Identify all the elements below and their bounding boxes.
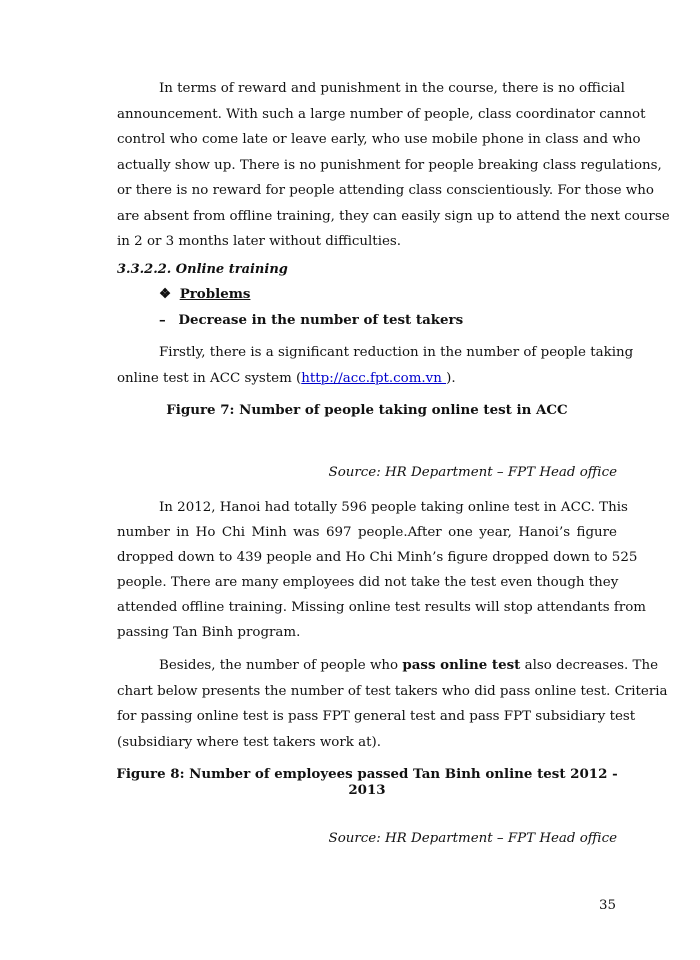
para3-line-3: dropped down to 439 people and Ho Chi Minh’s figure dropped down to 525 — [117, 550, 638, 565]
para2-line-1: Firstly, there is a significant reduction in the number of people taking — [159, 345, 634, 360]
page-number: 35 — [598, 898, 616, 913]
para4-line-1 — [159, 653, 659, 679]
para1-line-5: or there is no reward for people attending class conscientiously. For those who — [117, 183, 654, 198]
para1-line-2: announcement. With such a large number of people, class coordinator cannot — [117, 107, 646, 122]
para3-line-6: passing Tan Binh program. — [117, 625, 301, 640]
problems-bullet — [159, 286, 250, 302]
para4-text-b: also decreases. The — [520, 658, 659, 673]
para3-line-2: number in Ho Chi Minh was 697 people.After one year, Hanoi’s figure — [117, 525, 617, 540]
figure8-source: Source: HR Department – FPT Head office — [328, 831, 617, 846]
para2-text-before: online test in ACC system ( — [117, 371, 302, 386]
problems-label: Problems — [179, 286, 251, 302]
para4-line-3: for passing online test is pass FPT general test and pass FPT subsidiary test — [117, 709, 636, 724]
para2-line-2 — [117, 366, 617, 392]
figure8-caption: Figure 8: Number of employees passed Tan Binh online test 2012 - 2013 — [116, 766, 618, 798]
para1-line-6: are absent from offline training, they can easily sign up to attend the next course — [117, 209, 670, 224]
para1-line-7: in 2 or 3 months later without difficulties. — [117, 234, 402, 249]
figure7-source: Source: HR Department – FPT Head office — [328, 465, 617, 480]
para1-line-3: control who come late or leave early, who use mobile phone in class and who — [117, 132, 641, 147]
sub-heading-row — [159, 312, 463, 328]
para1-line-4: actually show up. There is no punishment for people breaking class regulations, — [117, 158, 662, 173]
dash-bullet-icon: – — [159, 312, 166, 328]
sub-heading: Decrease in the number of test takers — [178, 312, 464, 328]
para3-line-5: attended offline training. Missing online test results will stop attendants from — [117, 600, 646, 615]
para3-line-1: In 2012, Hanoi had totally 596 people taking online test in ACC. This — [159, 500, 628, 515]
para4-line-2: chart below presents the number of test takers who did pass online test. Criteria — [117, 684, 668, 699]
para1-line-1: In terms of reward and punishment in the course, there is no official — [159, 81, 625, 96]
section-heading: 3.3.2.2. Online training — [117, 262, 288, 277]
diamond-bullet-icon: ❖ — [159, 286, 172, 302]
para4-text-a: Besides, the number of people who — [159, 658, 403, 673]
figure7-caption: Figure 7: Number of people taking online test in ACC — [166, 402, 568, 418]
acc-link[interactable]: http://acc.fpt.com.vn — [301, 371, 447, 386]
para2-text-after: ). — [446, 371, 456, 386]
para3-line-4: people. There are many employees did not take the test even though they — [117, 575, 619, 590]
para4-line-4: (subsidiary where test takers work at). — [117, 735, 381, 750]
para4-bold: pass online test — [402, 657, 521, 673]
